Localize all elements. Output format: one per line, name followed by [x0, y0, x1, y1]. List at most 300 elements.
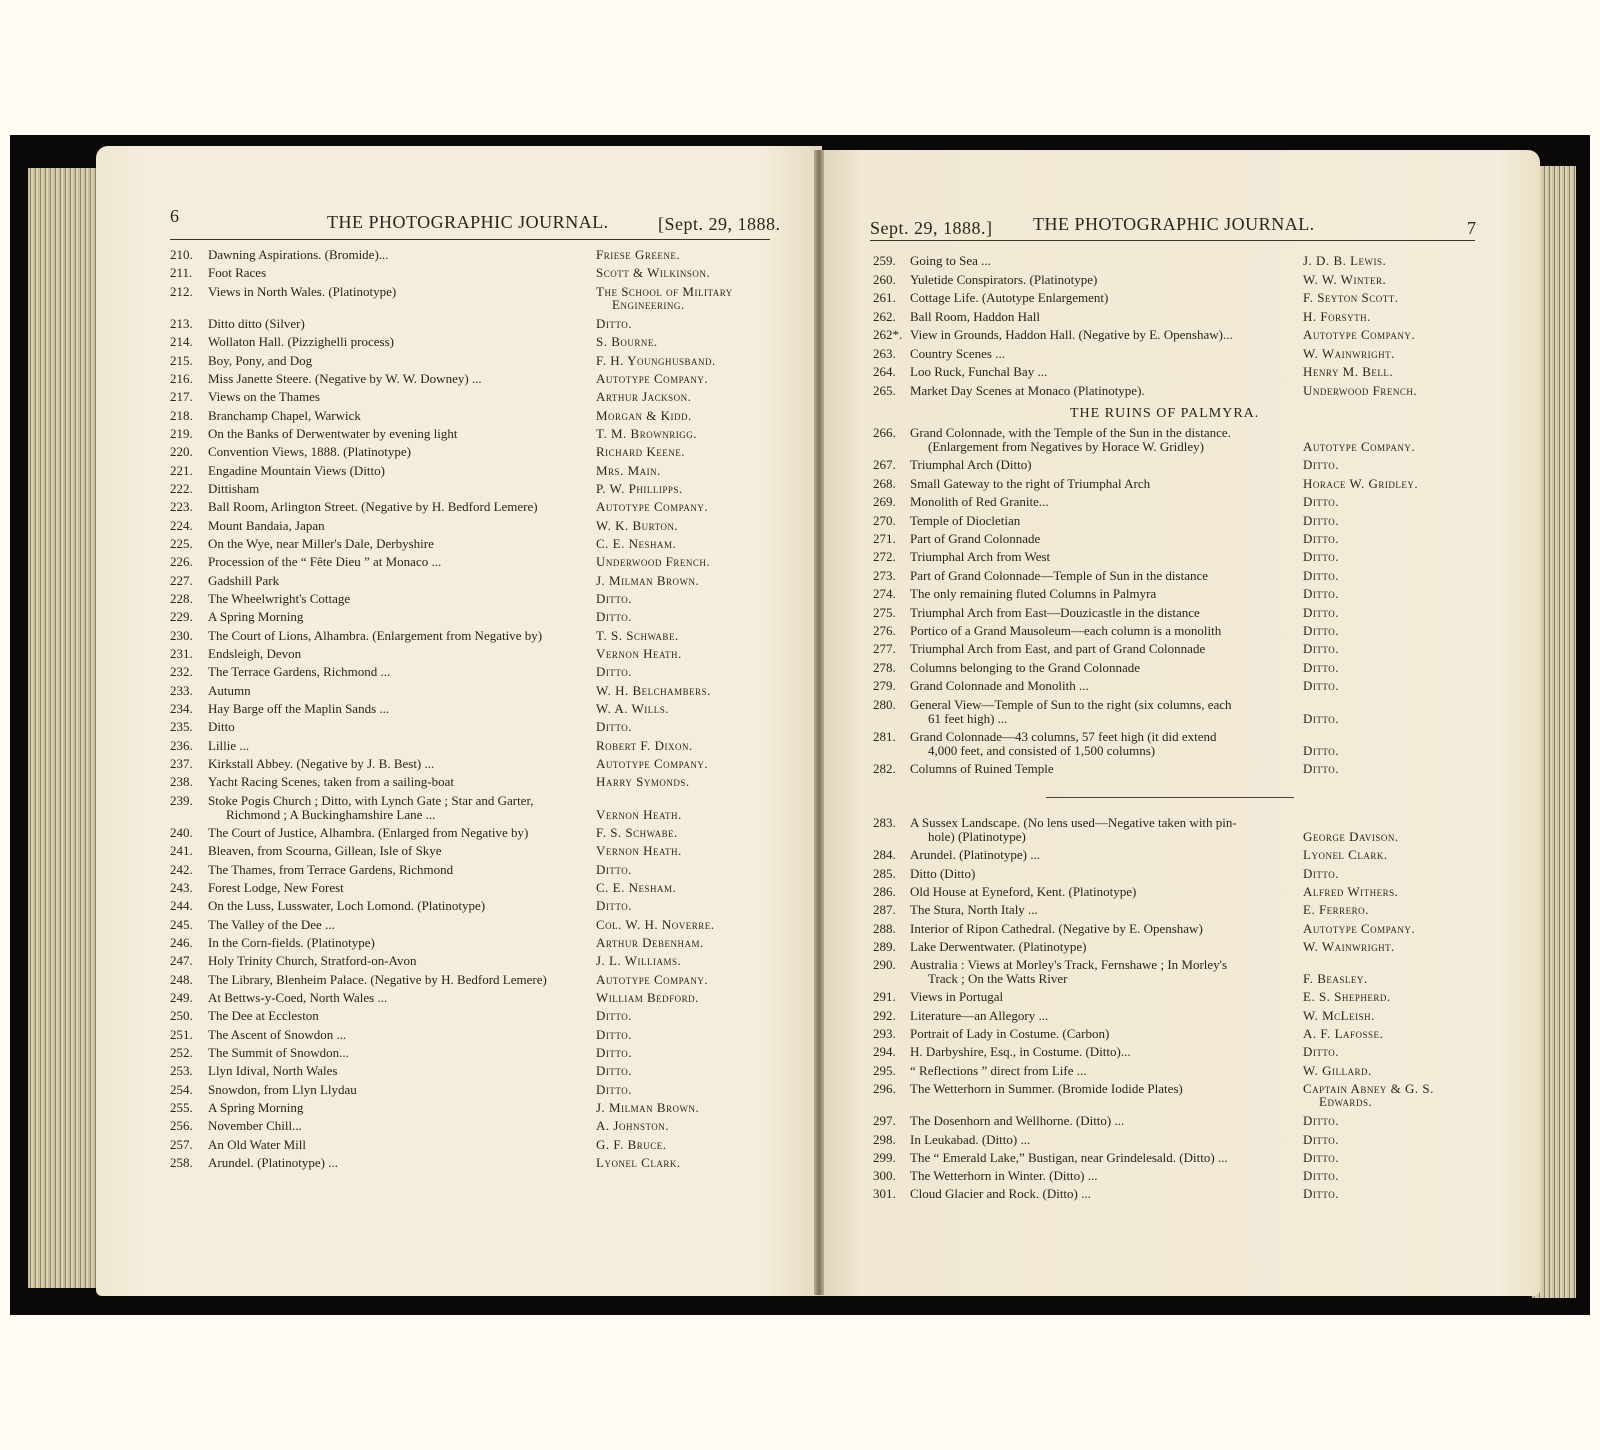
- entry-exhibitor: Underwood French.: [596, 554, 711, 570]
- entry-exhibitor: Morgan & Kidd.: [596, 407, 692, 423]
- entry-exhibitor: E. Ferrero.: [1303, 902, 1369, 918]
- entry-exhibitor: Robert F. Dixon.: [596, 737, 693, 753]
- entry-title: Triumphal Arch from East, and part of Grand Colonnade: [910, 641, 1206, 657]
- entry-title: The Dosenhorn and Wellhorne. (Ditto) ...: [910, 1113, 1125, 1129]
- entry-exhibitor: Autotype Company.: [1303, 920, 1416, 936]
- catalogue-entry: [170, 862, 796, 878]
- catalogue-entry: [170, 756, 796, 772]
- left-header-rule: [170, 239, 770, 240]
- entry-exhibitor: Vernon Heath.: [596, 806, 682, 822]
- catalogue-entry: [170, 1063, 796, 1079]
- entry-number: 260.: [873, 271, 896, 287]
- catalogue-entry: [873, 641, 1503, 657]
- entry-title: In the Corn-fields. (Platinotype): [208, 934, 375, 950]
- entry-title: The Ascent of Snowdon ...: [208, 1026, 347, 1042]
- entry-exhibitor: A. Johnston.: [596, 1118, 670, 1134]
- entry-number: 210.: [170, 247, 193, 262]
- right-running-date: Sept. 29, 1888.]: [870, 218, 993, 238]
- entry-number: 253.: [170, 1063, 193, 1079]
- entry-number: 244.: [170, 898, 193, 914]
- catalogue-entry: [170, 935, 796, 951]
- entry-title: The Summit of Snowdon...: [208, 1044, 349, 1060]
- entry-number: 295.: [873, 1062, 896, 1078]
- entry-exhibitor: Ditto.: [1303, 1149, 1339, 1165]
- catalogue-entry: [873, 1008, 1503, 1024]
- entry-number: 289.: [873, 938, 896, 954]
- entry-title: The Wetterhorn in Summer. (Bromide Iodide Plates): [910, 1080, 1183, 1096]
- entry-exhibitor: Ditto.: [596, 719, 632, 735]
- entry-exhibitor: Friese Greene.: [596, 247, 681, 262]
- entry-number: 273.: [873, 567, 896, 583]
- entry-title: H. Darbyshire, Esq., in Costume. (Ditto)...: [910, 1044, 1131, 1060]
- entry-number: 282.: [873, 761, 896, 777]
- entry-number: 290.: [873, 957, 896, 973]
- entry-exhibitor: Ditto.: [1303, 678, 1339, 694]
- entry-title: Cottage Life. (Autotype Enlargement): [910, 290, 1109, 305]
- entry-number: 225.: [170, 535, 193, 551]
- entry-number: 254.: [170, 1081, 193, 1097]
- entry-title: Grand Colonnade, with the Temple of the Sun in the distance.: [910, 425, 1231, 440]
- catalogue-entry: [873, 513, 1503, 529]
- entry-exhibitor: Autotype Company.: [596, 971, 709, 987]
- catalogue-entry: [170, 1045, 796, 1061]
- entry-number: 277.: [873, 641, 896, 657]
- entry-title: Procession of the “ Fête Dieu ” at Monaco ...: [208, 554, 442, 570]
- catalogue-entry: [170, 554, 796, 570]
- entry-title: Columns of Ruined Temple: [910, 761, 1054, 777]
- entry-title: Going to Sea ...: [910, 253, 991, 268]
- entry-number: 235.: [170, 719, 193, 735]
- entry-title: “ Reflections ” direct from Life ...: [910, 1062, 1087, 1078]
- entry-title-continued: (Enlargement from Negatives by Horace W. Gridley): [928, 439, 1204, 454]
- catalogue-entry: [873, 1081, 1503, 1111]
- catalogue-entry: [170, 1082, 796, 1098]
- entry-number: 262*.: [873, 327, 903, 342]
- entry-exhibitor: T. M. Brownrigg.: [596, 425, 697, 441]
- entry-exhibitor: Captain Abney & G. S.: [1303, 1080, 1434, 1096]
- entry-exhibitor: J. Milman Brown.: [596, 572, 700, 588]
- entry-exhibitor: C. E. Nesham.: [596, 879, 677, 895]
- entry-number: 271.: [873, 531, 896, 546]
- entry-number: 274.: [873, 586, 896, 602]
- catalogue-entry: [170, 990, 796, 1006]
- entry-exhibitor: Ditto.: [1303, 512, 1339, 528]
- catalogue-entry: [873, 425, 1503, 455]
- entry-title: The Stura, North Italy ...: [910, 902, 1038, 918]
- entry-exhibitor: P. W. Phillipps.: [596, 480, 683, 496]
- entry-title: Arundel. (Platinotype) ...: [910, 847, 1040, 863]
- entry-title: Monolith of Red Granite...: [910, 494, 1049, 510]
- entry-number: 294.: [873, 1044, 896, 1060]
- entry-title: Dawning Aspirations. (Bromide)...: [208, 247, 389, 262]
- entry-number: 270.: [873, 512, 896, 528]
- entry-exhibitor: William Bedford.: [596, 989, 699, 1005]
- entry-title: On the Wye, near Miller's Dale, Derbyshire: [208, 535, 434, 551]
- catalogue-entry: [873, 1150, 1503, 1166]
- entry-title: Branchamp Chapel, Warwick: [208, 407, 361, 423]
- left-running-date: [Sept. 29, 1888.: [658, 214, 781, 234]
- entry-title: Wollaton Hall. (Pizzighelli process): [208, 334, 394, 350]
- catalogue-entry: [873, 568, 1503, 584]
- entry-exhibitor: J. D. B. Lewis.: [1303, 253, 1387, 268]
- entry-title: Views in North Wales. (Platinotype): [208, 283, 397, 299]
- entry-number: 284.: [873, 847, 896, 863]
- entry-exhibitor: S. Bourne.: [596, 334, 658, 350]
- entry-exhibitor-continued: Engineering.: [612, 296, 685, 312]
- entry-title: Portico of a Grand Mausoleum—each column is a monolith: [910, 623, 1222, 638]
- entry-title: The Valley of the Dee ...: [208, 916, 335, 932]
- catalogue-entry: [170, 719, 796, 735]
- catalogue-entry: [170, 972, 796, 988]
- entry-number: 216.: [170, 370, 193, 386]
- catalogue-entry: [873, 1044, 1503, 1060]
- entry-title: Dittisham: [208, 480, 260, 496]
- entry-title: A Sussex Landscape. (No lens used—Negative taken with pin-: [910, 815, 1237, 830]
- entry-exhibitor: Autotype Company.: [1303, 327, 1416, 342]
- entry-exhibitor: Alfred Withers.: [1303, 883, 1399, 899]
- catalogue-entry: [170, 573, 796, 589]
- entry-title-continued: Richmond ; A Buckinghamshire Lane ...: [226, 806, 436, 822]
- entry-number: 296.: [873, 1080, 896, 1096]
- catalogue-entry: [170, 371, 796, 387]
- catalogue-entry: [873, 531, 1503, 547]
- entry-exhibitor: Ditto.: [1303, 1168, 1339, 1184]
- entry-number: 226.: [170, 554, 193, 570]
- entry-exhibitor: Ditto.: [1303, 549, 1339, 565]
- entry-title: The Wetterhorn in Winter. (Ditto) ...: [910, 1168, 1098, 1184]
- right-page-number: 7: [1467, 218, 1477, 238]
- entry-number: 232.: [170, 664, 193, 680]
- catalogue-entry: [170, 793, 796, 823]
- entry-exhibitor-continued: Edwards.: [1319, 1093, 1373, 1109]
- entry-exhibitor: H. Forsyth.: [1303, 308, 1371, 324]
- catalogue-entry: [873, 1186, 1503, 1202]
- catalogue-entry: [170, 1137, 796, 1153]
- entry-title: Interior of Ripon Cathedral. (Negative by E. Openshaw): [910, 920, 1203, 936]
- entry-title: At Bettws-y-Coed, North Wales ...: [208, 989, 388, 1005]
- catalogue-entry: [873, 1113, 1503, 1129]
- entry-number: 261.: [873, 290, 896, 305]
- catalogue-entry: [873, 605, 1503, 621]
- entry-exhibitor: F. H. Younghusband.: [596, 352, 716, 368]
- entry-number: 230.: [170, 627, 193, 643]
- entry-number: 259.: [873, 253, 896, 268]
- entry-exhibitor: George Davison.: [1303, 829, 1399, 844]
- entry-number: 245.: [170, 916, 193, 932]
- entry-title: Mount Bandaia, Japan: [208, 517, 325, 533]
- entry-title: Views on the Thames: [208, 389, 320, 405]
- catalogue-entry: [170, 843, 796, 859]
- entry-exhibitor: F. S. Schwabe.: [596, 824, 678, 840]
- entry-exhibitor: Henry M. Bell.: [1303, 364, 1394, 379]
- entry-title: Lake Derwentwater. (Platinotype): [910, 938, 1087, 954]
- entry-title: Ditto ditto (Silver): [208, 315, 305, 331]
- catalogue-entry: [873, 457, 1503, 473]
- entry-title: Australia : Views at Morley's Track, Fernshawe ; In Morley's: [910, 957, 1228, 973]
- entry-exhibitor: J. L. Williams.: [596, 953, 682, 969]
- entry-exhibitor: W. Wainwright.: [1303, 938, 1395, 954]
- catalogue-entry: [170, 591, 796, 607]
- entry-title: A Spring Morning: [208, 1099, 304, 1115]
- catalogue-entry: [170, 463, 796, 479]
- catalogue-entry: [873, 1168, 1503, 1184]
- catalogue-entry: [873, 761, 1503, 777]
- entry-title: Lillie ...: [208, 737, 250, 753]
- catalogue-entry: [170, 880, 796, 896]
- entry-exhibitor: W. K. Burton.: [596, 517, 679, 533]
- catalogue-entry: [873, 989, 1503, 1005]
- entry-title: General View—Temple of Sun to the right (six columns, each: [910, 696, 1232, 712]
- entry-number: 218.: [170, 407, 193, 423]
- catalogue-entry: [873, 1132, 1503, 1148]
- entry-exhibitor: Ditto.: [596, 1008, 632, 1024]
- entry-exhibitor: E. S. Shepherd.: [1303, 989, 1391, 1005]
- entry-title: Foot Races: [208, 265, 267, 281]
- entry-number: 301.: [873, 1186, 896, 1202]
- entry-title: Bleaven, from Scourna, Gillean, Isle of Skye: [208, 843, 442, 859]
- catalogue-entry: [170, 646, 796, 662]
- entry-number: 248.: [170, 971, 193, 987]
- entry-title: Llyn Idival, North Wales: [208, 1063, 338, 1079]
- entry-number: 286.: [873, 883, 896, 899]
- entry-exhibitor: J. Milman Brown.: [596, 1099, 700, 1115]
- entry-number: 233.: [170, 682, 193, 698]
- section-divider: [1046, 797, 1294, 798]
- catalogue-entry: [170, 1118, 796, 1134]
- catalogue-entry: [170, 1008, 796, 1024]
- entry-number: 212.: [170, 283, 193, 299]
- entry-title: Endsleigh, Devon: [208, 645, 302, 661]
- entry-number: 280.: [873, 696, 896, 712]
- entry-title: Part of Grand Colonnade—Temple of Sun in the distance: [910, 567, 1209, 583]
- catalogue-entry: [170, 683, 796, 699]
- entry-title: On the Banks of Derwentwater by evening light: [208, 425, 458, 441]
- catalogue-entry: [873, 623, 1503, 639]
- entry-number: 287.: [873, 902, 896, 918]
- entry-title: Views in Portugal: [910, 989, 1004, 1005]
- catalogue-entry: [873, 866, 1503, 882]
- catalogue-entry: [873, 309, 1503, 325]
- catalogue-entry: [873, 327, 1503, 343]
- entry-exhibitor: W. Gillard.: [1303, 1062, 1372, 1078]
- entry-exhibitor: Ditto.: [1303, 1131, 1339, 1147]
- entry-exhibitor: Ditto.: [1303, 623, 1339, 638]
- entry-exhibitor: Ditto.: [1303, 604, 1339, 620]
- entry-title: Forest Lodge, New Forest: [208, 879, 344, 895]
- entry-title: The Court of Lions, Alhambra. (Enlargement from Negative by): [208, 627, 543, 643]
- entry-exhibitor: Ditto.: [1303, 494, 1339, 510]
- entry-title: The Dee at Eccleston: [208, 1008, 319, 1024]
- catalogue-entry: [170, 426, 796, 442]
- catalogue-entry: [170, 334, 796, 350]
- entry-number: 243.: [170, 879, 193, 895]
- entry-exhibitor: Ditto.: [596, 1026, 632, 1042]
- entry-number: 211.: [170, 265, 193, 281]
- catalogue-entry: [873, 346, 1503, 362]
- entry-title: View in Grounds, Haddon Hall. (Negative by E. Openshaw)...: [910, 327, 1233, 342]
- entry-title: Old House at Eyneford, Kent. (Platinotype): [910, 883, 1137, 899]
- catalogue-entry: [170, 664, 796, 680]
- entry-number: 263.: [873, 345, 896, 361]
- entry-number: 250.: [170, 1008, 193, 1024]
- entry-exhibitor: W. Wainwright.: [1303, 345, 1395, 361]
- entry-number: 239.: [170, 792, 193, 808]
- catalogue-entry: [873, 678, 1503, 694]
- entry-exhibitor: Autotype Company.: [596, 499, 709, 515]
- entry-title: Triumphal Arch from East—Douzicastle in the distance: [910, 604, 1200, 620]
- entry-title: Autumn: [208, 682, 251, 698]
- entry-exhibitor: Ditto.: [596, 1081, 632, 1097]
- catalogue-entry: [170, 898, 796, 914]
- entry-exhibitor: Ditto.: [1303, 567, 1339, 583]
- catalogue-entry: [170, 701, 796, 717]
- entry-number: 262.: [873, 308, 896, 324]
- catalogue-entry: [170, 389, 796, 405]
- entry-number: 240.: [170, 824, 193, 840]
- entry-title: An Old Water Mill: [208, 1136, 307, 1152]
- entry-exhibitor: Ditto.: [1303, 761, 1339, 777]
- entry-number: 283.: [873, 815, 896, 830]
- catalogue-entry: [170, 738, 796, 754]
- entry-title: Triumphal Arch from West: [910, 549, 1051, 565]
- catalogue-entry: [873, 253, 1503, 269]
- catalogue-entry: [873, 957, 1503, 987]
- entry-exhibitor: Ditto.: [1303, 1113, 1339, 1129]
- entry-exhibitor: Scott & Wilkinson.: [596, 265, 711, 281]
- entry-exhibitor: Ditto.: [1303, 1044, 1339, 1060]
- catalogue-entry: [873, 697, 1503, 727]
- entry-exhibitor: Ditto.: [1303, 586, 1339, 602]
- entry-number: 265.: [873, 382, 896, 398]
- entry-title: Ball Room, Haddon Hall: [910, 308, 1040, 324]
- entry-exhibitor: Ditto.: [596, 664, 632, 680]
- entry-title: The Thames, from Terrace Gardens, Richmond: [208, 861, 454, 877]
- entry-number: 228.: [170, 590, 193, 606]
- entry-title: Temple of Diocletian: [910, 512, 1021, 528]
- entry-number: 268.: [873, 475, 896, 491]
- entry-exhibitor: Mrs. Main.: [596, 462, 661, 478]
- entry-exhibitor: Autotype Company.: [1303, 439, 1416, 454]
- entry-title: Triumphal Arch (Ditto): [910, 457, 1032, 473]
- entry-title: Gadshill Park: [208, 572, 280, 588]
- entry-title: Snowdon, from Llyn Llydau: [208, 1081, 357, 1097]
- entry-number: 279.: [873, 678, 896, 694]
- entry-number: 242.: [170, 861, 193, 877]
- catalogue-entry: [170, 1100, 796, 1116]
- entry-exhibitor: Ditto.: [1303, 710, 1339, 726]
- entry-title: Miss Janette Steere. (Negative by W. W. Downey) ...: [208, 370, 482, 386]
- entry-number: 278.: [873, 659, 896, 675]
- catalogue-entry: [170, 536, 796, 552]
- entry-exhibitor: W. W. Winter.: [1303, 271, 1387, 287]
- catalogue-entry: [170, 825, 796, 841]
- entry-title-continued: hole) (Platinotype): [928, 829, 1026, 844]
- entry-title: The Court of Justice, Alhambra. (Enlarged from Negative by): [208, 824, 529, 840]
- entry-exhibitor: Vernon Heath.: [596, 645, 682, 661]
- catalogue-entry: [873, 383, 1503, 399]
- entry-number: 288.: [873, 920, 896, 936]
- entry-number: 285.: [873, 865, 896, 881]
- catalogue-entry: [873, 290, 1503, 306]
- entry-number: 234.: [170, 700, 193, 716]
- entry-exhibitor: Ditto.: [596, 609, 632, 625]
- page-edges-left: [28, 168, 98, 1288]
- entry-number: 299.: [873, 1149, 896, 1165]
- entry-number: 276.: [873, 623, 896, 638]
- entry-number: 231.: [170, 645, 193, 661]
- entry-number: 257.: [170, 1136, 193, 1152]
- entry-title: Yuletide Conspirators. (Platinotype): [910, 271, 1098, 287]
- entry-number: 224.: [170, 517, 193, 533]
- entry-title-continued: Track ; On the Watts River: [928, 971, 1068, 987]
- entry-exhibitor: Autotype Company.: [596, 755, 709, 771]
- catalogue-entry: [873, 815, 1503, 845]
- catalogue-entry: [170, 481, 796, 497]
- entry-title: Market Day Scenes at Monaco (Platinotype).: [910, 382, 1145, 398]
- entry-exhibitor: F. Seyton Scott.: [1303, 290, 1399, 305]
- entry-number: 264.: [873, 364, 896, 379]
- entry-title: Cloud Glacier and Rock. (Ditto) ...: [910, 1186, 1091, 1202]
- catalogue-entry: [170, 284, 796, 314]
- catalogue-entry: [873, 494, 1503, 510]
- catalogue-entry: [873, 902, 1503, 918]
- entry-number: 215.: [170, 352, 193, 368]
- entry-number: 236.: [170, 737, 193, 753]
- entry-number: 227.: [170, 572, 193, 588]
- entry-exhibitor: Horace W. Gridley.: [1303, 475, 1419, 491]
- entry-title-continued: 4,000 feet, and consisted of 1,500 columns): [928, 743, 1156, 758]
- catalogue-entry: [170, 609, 796, 625]
- entry-exhibitor: Col. W. H. Noverre.: [596, 916, 715, 932]
- entry-exhibitor: Ditto.: [1303, 1186, 1339, 1202]
- entry-number: 247.: [170, 953, 193, 969]
- entry-exhibitor: Ditto.: [596, 861, 632, 877]
- entry-exhibitor: Ditto.: [596, 590, 632, 606]
- entry-number: 275.: [873, 604, 896, 620]
- entry-exhibitor: W. McLeish.: [1303, 1007, 1375, 1023]
- entry-number: 292.: [873, 1007, 896, 1023]
- entry-title: Engadine Mountain Views (Ditto): [208, 462, 385, 478]
- entry-title: Small Gateway to the right of Triumphal Arch: [910, 475, 1151, 491]
- entry-title: Holy Trinity Church, Stratford-on-Avon: [208, 953, 417, 969]
- entry-title: In Leukabad. (Ditto) ...: [910, 1131, 1031, 1147]
- catalogue-entry: [873, 729, 1503, 759]
- entry-title: Ditto (Ditto): [910, 865, 976, 881]
- section-heading: THE RUINS OF PALMYRA.: [1070, 406, 1260, 421]
- catalogue-entry: [873, 1026, 1503, 1042]
- entry-title: Literature—an Allegory ...: [910, 1007, 1049, 1023]
- catalogue-entry: [873, 847, 1503, 863]
- catalogue-entry: [873, 1063, 1503, 1079]
- catalogue-entry: [170, 316, 796, 332]
- catalogue-entry: [170, 774, 796, 790]
- right-running-title: THE PHOTOGRAPHIC JOURNAL.: [1033, 214, 1315, 234]
- entry-title: A Spring Morning: [208, 609, 304, 625]
- entry-number: 237.: [170, 755, 193, 771]
- entry-number: 217.: [170, 389, 193, 405]
- catalogue-entry: [170, 247, 796, 263]
- entry-number: 222.: [170, 480, 193, 496]
- catalogue-entry: [873, 364, 1503, 380]
- catalogue-entry: [170, 518, 796, 534]
- entry-exhibitor: T. S. Schwabe.: [596, 627, 679, 643]
- catalogue-entry: [873, 586, 1503, 602]
- catalogue-entry: [873, 939, 1503, 955]
- entry-exhibitor: Arthur Jackson.: [596, 389, 692, 405]
- entry-number: 255.: [170, 1099, 193, 1115]
- entry-title: Columns belonging to the Grand Colonnade: [910, 659, 1141, 675]
- catalogue-entry: [170, 265, 796, 281]
